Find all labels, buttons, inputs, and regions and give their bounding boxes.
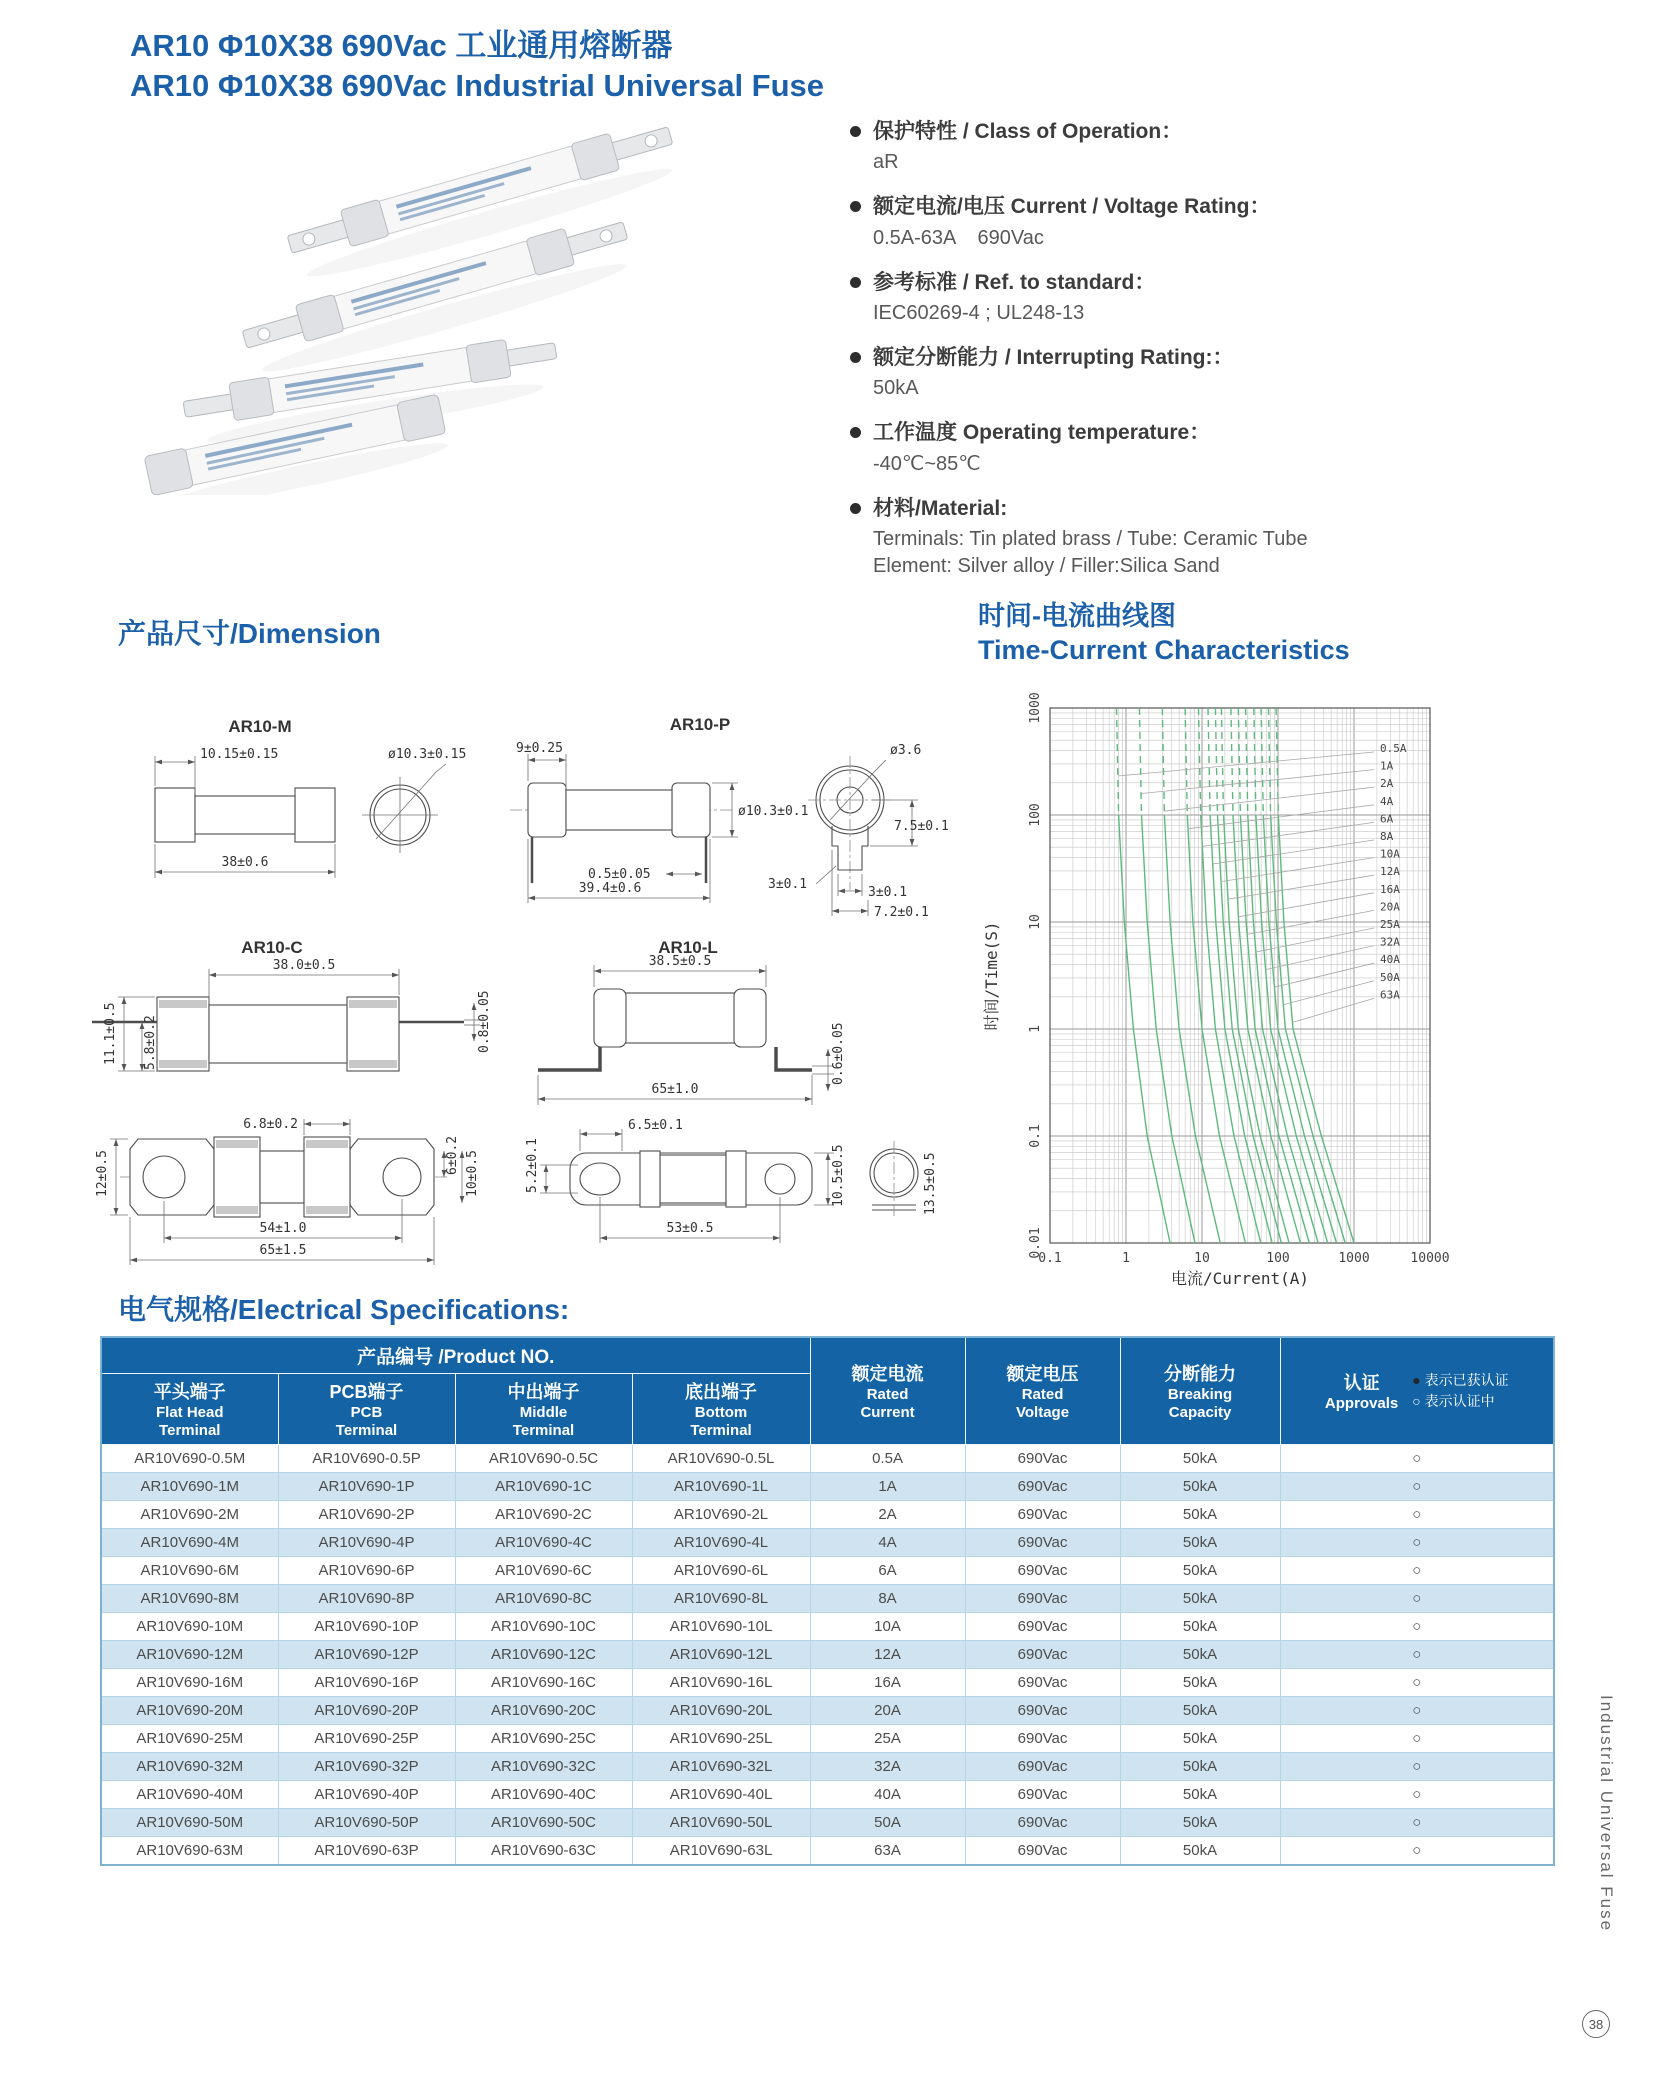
cell-rated-voltage: 690Vac [965, 1473, 1120, 1501]
svg-text:38.0±0.5: 38.0±0.5 [272, 958, 336, 973]
side-category-label: Industrial Universal Fuse [1597, 1695, 1616, 1933]
cell-approval: ○ [1280, 1613, 1554, 1641]
cell-bottom: AR10V690-63L [632, 1837, 810, 1866]
cell-rated-current: 50A [810, 1809, 965, 1837]
cell-approval: ○ [1280, 1641, 1554, 1669]
cell-pcb: AR10V690-50P [278, 1809, 455, 1837]
table-row [101, 1809, 1554, 1837]
cell-bottom: AR10V690-1L [632, 1473, 810, 1501]
table-row [101, 1613, 1554, 1641]
page-number: 38 [1582, 2010, 1610, 2038]
svg-text:54±1.0: 54±1.0 [259, 1221, 307, 1236]
cell-rated-current: 0.5A [810, 1445, 965, 1473]
cell-approval: ○ [1280, 1501, 1554, 1529]
legend-label: 1A [1380, 759, 1394, 773]
cell-middle: AR10V690-4C [455, 1529, 632, 1557]
svg-text:10.5±0.5: 10.5±0.5 [831, 1144, 846, 1207]
dimension-drawing-ar10-l [482, 925, 952, 1275]
feature-item [850, 269, 1450, 327]
cell-approval: ○ [1280, 1529, 1554, 1557]
cell-pcb: AR10V690-6P [278, 1557, 455, 1585]
table-row [101, 1557, 1554, 1585]
curve-0.5A [1117, 708, 1119, 815]
cell-rated-voltage: 690Vac [965, 1501, 1120, 1529]
cell-bottom: AR10V690-10L [632, 1613, 810, 1641]
legend-label: 63A [1380, 988, 1400, 1002]
svg-text:3±0.1: 3±0.1 [868, 885, 908, 900]
cell-bottom: AR10V690-4L [632, 1529, 810, 1557]
cell-middle: AR10V690-20C [455, 1697, 632, 1725]
legend-leader-line [1292, 998, 1374, 1022]
svg-text:65±1.5: 65±1.5 [259, 1243, 307, 1258]
legend-label: 6A [1380, 812, 1394, 826]
col-header-product-no: 产品编号 /Product NO. [101, 1337, 810, 1374]
cell-breaking-capacity: 50kA [1120, 1809, 1280, 1837]
approved-icon: ● [1412, 1372, 1421, 1388]
table-row [101, 1529, 1554, 1557]
cell-breaking-capacity: 50kA [1120, 1445, 1280, 1473]
svg-text:3±0.1: 3±0.1 [768, 877, 808, 892]
svg-text:7.5±0.1: 7.5±0.1 [894, 819, 949, 834]
col-header-rated-voltage: 额定电压 Rated Voltage [965, 1337, 1120, 1445]
time-current-chart [975, 686, 1535, 1295]
cell-rated-current: 20A [810, 1697, 965, 1725]
cell-rated-current: 10A [810, 1613, 965, 1641]
feature-label: 额定分断能力 / Interrupting Rating:： [873, 346, 1234, 370]
cell-approval: ○ [1280, 1725, 1554, 1753]
legend-label: 40A [1380, 953, 1400, 967]
svg-text:0.5±0.05: 0.5±0.05 [588, 867, 651, 882]
svg-text:6.5±0.1: 6.5±0.1 [628, 1118, 683, 1133]
dimension-drawing-ar10-m [100, 700, 490, 920]
feature-value: 0.5A-63A 690Vac [873, 226, 1044, 249]
svg-text:9±0.25: 9±0.25 [516, 741, 563, 756]
cell-bottom: AR10V690-25L [632, 1725, 810, 1753]
cell-rated-voltage: 690Vac [965, 1641, 1120, 1669]
cell-middle: AR10V690-6C [455, 1557, 632, 1585]
cell-rated-voltage: 690Vac [965, 1725, 1120, 1753]
feature-label: 保护特性 / Class of Operation： [873, 120, 1183, 143]
bullet-icon [850, 503, 861, 514]
product-photo [115, 95, 695, 495]
page-title-zh: AR10 Φ10X38 690Vac 工业通用熔断器 [130, 28, 673, 63]
cell-rated-current: 4A [810, 1529, 965, 1557]
legend-leader-line [1256, 928, 1374, 952]
cell-breaking-capacity: 50kA [1120, 1725, 1280, 1753]
cell-breaking-capacity: 50kA [1120, 1753, 1280, 1781]
cell-flat-head: AR10V690-32M [101, 1753, 278, 1781]
cell-breaking-capacity: 50kA [1120, 1501, 1280, 1529]
section-title-dimension: 产品尺寸/Dimension [118, 618, 381, 649]
legend-label: 2A [1380, 777, 1394, 791]
chart-ylabel: 时间/Time(S) [982, 921, 1001, 1031]
feature-item [850, 419, 1450, 477]
col-header-middle: 中出端子 Middle Terminal [455, 1374, 632, 1445]
chart-curves [1117, 708, 1355, 1243]
svg-text:38±0.6: 38±0.6 [221, 855, 269, 870]
chart-title-zh: 时间-电流曲线图 [978, 601, 1176, 631]
svg-text:0.1: 0.1 [1028, 1124, 1043, 1148]
svg-text:0.6±0.05: 0.6±0.05 [831, 1022, 846, 1085]
cell-middle: AR10V690-50C [455, 1809, 632, 1837]
table-row [101, 1725, 1554, 1753]
cell-bottom: AR10V690-16L [632, 1669, 810, 1697]
table-row [101, 1781, 1554, 1809]
feature-label: 工作温度 Operating temperature： [873, 421, 1211, 445]
feature-label: 参考标准 / Ref. to standard： [873, 270, 1156, 294]
table-row [101, 1445, 1554, 1473]
svg-text:6.8±0.2: 6.8±0.2 [243, 1117, 298, 1132]
svg-text:13.5±0.5: 13.5±0.5 [923, 1152, 938, 1215]
cell-flat-head: AR10V690-10M [101, 1613, 278, 1641]
cell-pcb: AR10V690-20P [278, 1697, 455, 1725]
legend-leader-line [1141, 770, 1374, 794]
cell-middle: AR10V690-40C [455, 1781, 632, 1809]
svg-text:10.15±0.15: 10.15±0.15 [200, 747, 279, 762]
cell-approval: ○ [1280, 1669, 1554, 1697]
cell-approval: ○ [1280, 1753, 1554, 1781]
cell-breaking-capacity: 50kA [1120, 1837, 1280, 1866]
cell-approval: ○ [1280, 1585, 1554, 1613]
cell-bottom: AR10V690-2L [632, 1501, 810, 1529]
cell-middle: AR10V690-10C [455, 1613, 632, 1641]
legend-label: 8A [1380, 830, 1394, 843]
cell-approval: ○ [1280, 1473, 1554, 1501]
cell-pcb: AR10V690-4P [278, 1529, 455, 1557]
cell-rated-current: 25A [810, 1725, 965, 1753]
bullet-icon [850, 427, 861, 438]
curve-16A [1231, 708, 1233, 815]
bullet-icon [850, 201, 861, 212]
cell-rated-current: 2A [810, 1501, 965, 1529]
svg-text:AR10-L: AR10-L [658, 938, 718, 957]
dimension-drawing-ar10-p [470, 698, 970, 943]
cell-flat-head: AR10V690-20M [101, 1697, 278, 1725]
cell-breaking-capacity: 50kA [1120, 1585, 1280, 1613]
cell-bottom: AR10V690-40L [632, 1781, 810, 1809]
cell-flat-head: AR10V690-50M [101, 1809, 278, 1837]
svg-text:ø10.3±0.1: ø10.3±0.1 [738, 804, 809, 819]
svg-text:1: 1 [1122, 1251, 1130, 1266]
curve-6A [1199, 708, 1201, 815]
col-header-flat-head: 平头端子 Flat Head Terminal [101, 1374, 278, 1445]
feature-item [850, 495, 1450, 580]
cell-rated-voltage: 690Vac [965, 1529, 1120, 1557]
col-header-pcb: PCB端子 PCB Terminal [278, 1374, 455, 1445]
cell-rated-voltage: 690Vac [965, 1613, 1120, 1641]
chart-title-en: Time-Current Characteristics [978, 634, 1350, 665]
cell-pcb: AR10V690-10P [278, 1613, 455, 1641]
cell-middle: AR10V690-63C [455, 1837, 632, 1866]
table-row [101, 1473, 1554, 1501]
feature-label: 额定电流/电压 Current / Voltage Rating： [873, 195, 1271, 219]
col-header-bottom: 底出端子 Bottom Terminal [632, 1374, 810, 1445]
cell-pcb: AR10V690-12P [278, 1641, 455, 1669]
cell-flat-head: AR10V690-0.5M [101, 1445, 278, 1473]
cell-bottom: AR10V690-0.5L [632, 1445, 810, 1473]
feature-value: aR [873, 151, 899, 174]
feature-value: 50kA [873, 377, 919, 400]
pending-icon: ○ [1412, 1393, 1421, 1409]
page-title-en: AR10 Φ10X38 690Vac Industrial Universal Fuse [130, 68, 825, 104]
bullet-icon [850, 352, 861, 363]
svg-text:1: 1 [1028, 1025, 1043, 1033]
svg-text:0.01: 0.01 [1028, 1227, 1043, 1259]
cell-approval: ○ [1280, 1781, 1554, 1809]
cell-pcb: AR10V690-32P [278, 1753, 455, 1781]
cell-pcb: AR10V690-2P [278, 1501, 455, 1529]
svg-text:100: 100 [1028, 803, 1043, 827]
svg-text:12±0.5: 12±0.5 [95, 1150, 110, 1197]
svg-text:AR10-P: AR10-P [669, 715, 731, 734]
cell-breaking-capacity: 50kA [1120, 1669, 1280, 1697]
table-row [101, 1697, 1554, 1725]
svg-text:53±0.5: 53±0.5 [666, 1221, 714, 1236]
svg-text:ø10.3±0.15: ø10.3±0.15 [388, 747, 467, 762]
svg-text:38.5±0.5: 38.5±0.5 [648, 954, 712, 969]
table-row [101, 1669, 1554, 1697]
feature-item [850, 193, 1450, 251]
cell-flat-head: AR10V690-63M [101, 1837, 278, 1866]
curve-12A [1221, 708, 1223, 815]
col-header-rated-current: 额定电流 Rated Current [810, 1337, 965, 1445]
legend-label: 16A [1380, 882, 1400, 896]
cell-breaking-capacity: 50kA [1120, 1529, 1280, 1557]
legend-leader-line [1202, 822, 1374, 846]
cell-breaking-capacity: 50kA [1120, 1781, 1280, 1809]
cell-approval: ○ [1280, 1445, 1554, 1473]
bullet-icon [850, 126, 861, 137]
feature-item [850, 118, 1450, 176]
svg-text:11.1±0.5: 11.1±0.5 [103, 1002, 118, 1065]
cell-approval: ○ [1280, 1809, 1554, 1837]
cell-flat-head: AR10V690-25M [101, 1725, 278, 1753]
table-row [101, 1837, 1554, 1866]
feature-label: 材料/Material: [873, 496, 1008, 520]
cell-flat-head: AR10V690-12M [101, 1641, 278, 1669]
cell-approval: ○ [1280, 1837, 1554, 1866]
cell-middle: AR10V690-25C [455, 1725, 632, 1753]
cell-rated-current: 12A [810, 1641, 965, 1669]
cell-rated-voltage: 690Vac [965, 1809, 1120, 1837]
legend-label: 12A [1380, 865, 1400, 879]
cell-rated-voltage: 690Vac [965, 1753, 1120, 1781]
cell-pcb: AR10V690-40P [278, 1781, 455, 1809]
cell-rated-current: 6A [810, 1557, 965, 1585]
legend-label: 20A [1380, 900, 1400, 914]
svg-text:10: 10 [1194, 1251, 1210, 1266]
cell-middle: AR10V690-32C [455, 1753, 632, 1781]
cell-breaking-capacity: 50kA [1120, 1613, 1280, 1641]
cell-rated-voltage: 690Vac [965, 1837, 1120, 1866]
cell-rated-voltage: 690Vac [965, 1585, 1120, 1613]
cell-middle: AR10V690-16C [455, 1669, 632, 1697]
cell-pcb: AR10V690-1P [278, 1473, 455, 1501]
cell-flat-head: AR10V690-4M [101, 1529, 278, 1557]
cell-rated-voltage: 690Vac [965, 1445, 1120, 1473]
legend-label: 0.5A [1380, 742, 1407, 755]
cell-rated-voltage: 690Vac [965, 1557, 1120, 1585]
table-row [101, 1585, 1554, 1613]
cell-rated-voltage: 690Vac [965, 1669, 1120, 1697]
svg-text:AR10-C: AR10-C [241, 938, 303, 957]
svg-text:39.4±0.6: 39.4±0.6 [578, 881, 642, 896]
svg-text:10000: 10000 [1410, 1251, 1450, 1266]
feature-item [850, 344, 1450, 402]
legend-leader-line [1164, 787, 1374, 811]
cell-flat-head: AR10V690-6M [101, 1557, 278, 1585]
table-row [101, 1641, 1554, 1669]
legend-label: 10A [1380, 847, 1400, 861]
feature-value: IEC60269-4 ; UL248-13 [873, 302, 1085, 325]
curve-20A [1238, 708, 1240, 815]
svg-text:5.8±0.2: 5.8±0.2 [143, 1015, 158, 1070]
feature-value: Terminals: Tin plated brass / Tube: Ceramic Tube [873, 528, 1308, 551]
cell-rated-current: 16A [810, 1669, 965, 1697]
table-row [101, 1753, 1554, 1781]
svg-text:10: 10 [1028, 914, 1043, 930]
cell-bottom: AR10V690-12L [632, 1641, 810, 1669]
cell-rated-current: 8A [810, 1585, 965, 1613]
cell-rated-current: 40A [810, 1781, 965, 1809]
bullet-icon [850, 277, 861, 288]
cell-breaking-capacity: 50kA [1120, 1473, 1280, 1501]
cell-bottom: AR10V690-8L [632, 1585, 810, 1613]
cell-approval: ○ [1280, 1697, 1554, 1725]
cell-breaking-capacity: 50kA [1120, 1697, 1280, 1725]
cell-breaking-capacity: 50kA [1120, 1557, 1280, 1585]
cell-flat-head: AR10V690-40M [101, 1781, 278, 1809]
svg-text:5.2±0.1: 5.2±0.1 [525, 1138, 540, 1193]
feature-value: Element: Silver alloy / Filler:Silica Sand [873, 555, 1220, 578]
cell-middle: AR10V690-1C [455, 1473, 632, 1501]
svg-text:ø3.6: ø3.6 [890, 743, 922, 758]
cell-pcb: AR10V690-8P [278, 1585, 455, 1613]
dimension-drawing-ar10-c [62, 925, 502, 1275]
curve-10A [1215, 708, 1217, 815]
svg-text:7.2±0.1: 7.2±0.1 [874, 905, 929, 920]
electrical-specs-table [100, 1336, 1555, 1866]
svg-text:1000: 1000 [1338, 1251, 1370, 1266]
cell-pcb: AR10V690-0.5P [278, 1445, 455, 1473]
curve-1A [1139, 708, 1141, 815]
svg-text:0.8±0.05: 0.8±0.05 [477, 990, 492, 1053]
col-header-approvals: 认证 Approvals ● 表示已获认证 ○ 表示认证中 [1280, 1337, 1554, 1445]
svg-text:1000: 1000 [1028, 692, 1043, 724]
svg-text:AR10-M: AR10-M [228, 717, 292, 736]
col-header-breaking-capacity: 分断能力 Breaking Capacity [1120, 1337, 1280, 1445]
section-title-chart [978, 600, 1350, 668]
table-row [101, 1501, 1554, 1529]
legend-label: 4A [1380, 794, 1394, 808]
chart-xlabel: 电流/Current(A) [1171, 1269, 1309, 1288]
legend-label: 25A [1380, 918, 1400, 931]
cell-rated-current: 63A [810, 1837, 965, 1866]
section-title-electrical: 电气规格/Electrical Specifications: [118, 1294, 570, 1325]
legend-leader-line [1266, 946, 1374, 970]
curve-2A [1162, 708, 1164, 815]
cell-rated-voltage: 690Vac [965, 1781, 1120, 1809]
legend-leader-line [1213, 840, 1374, 864]
cell-bottom: AR10V690-50L [632, 1809, 810, 1837]
cell-flat-head: AR10V690-16M [101, 1669, 278, 1697]
svg-text:100: 100 [1266, 1251, 1290, 1266]
cell-rated-voltage: 690Vac [965, 1697, 1120, 1725]
cell-rated-current: 32A [810, 1753, 965, 1781]
curve-8A [1208, 708, 1210, 815]
cell-pcb: AR10V690-25P [278, 1725, 455, 1753]
cell-flat-head: AR10V690-2M [101, 1501, 278, 1529]
cell-flat-head: AR10V690-1M [101, 1473, 278, 1501]
legend-leader-line [1274, 963, 1374, 987]
cell-bottom: AR10V690-20L [632, 1697, 810, 1725]
cell-flat-head: AR10V690-8M [101, 1585, 278, 1613]
feature-value: -40℃~85℃ [873, 452, 981, 475]
cell-bottom: AR10V690-32L [632, 1753, 810, 1781]
cell-middle: AR10V690-8C [455, 1585, 632, 1613]
cell-middle: AR10V690-2C [455, 1501, 632, 1529]
cell-bottom: AR10V690-6L [632, 1557, 810, 1585]
cell-rated-current: 1A [810, 1473, 965, 1501]
svg-text:0.1: 0.1 [1038, 1251, 1062, 1266]
cell-middle: AR10V690-0.5C [455, 1445, 632, 1473]
cell-middle: AR10V690-12C [455, 1641, 632, 1669]
svg-text:10±0.5: 10±0.5 [465, 1150, 480, 1197]
cell-breaking-capacity: 50kA [1120, 1641, 1280, 1669]
legend-leader-line [1283, 981, 1374, 1005]
legend-label: 32A [1380, 935, 1400, 949]
cell-approval: ○ [1280, 1557, 1554, 1585]
cell-pcb: AR10V690-16P [278, 1669, 455, 1697]
legend-label: 50A [1380, 970, 1400, 984]
svg-text:65±1.0: 65±1.0 [651, 1082, 699, 1097]
cell-pcb: AR10V690-63P [278, 1837, 455, 1866]
feature-list [850, 118, 1450, 597]
svg-text:6±0.2: 6±0.2 [445, 1135, 460, 1175]
